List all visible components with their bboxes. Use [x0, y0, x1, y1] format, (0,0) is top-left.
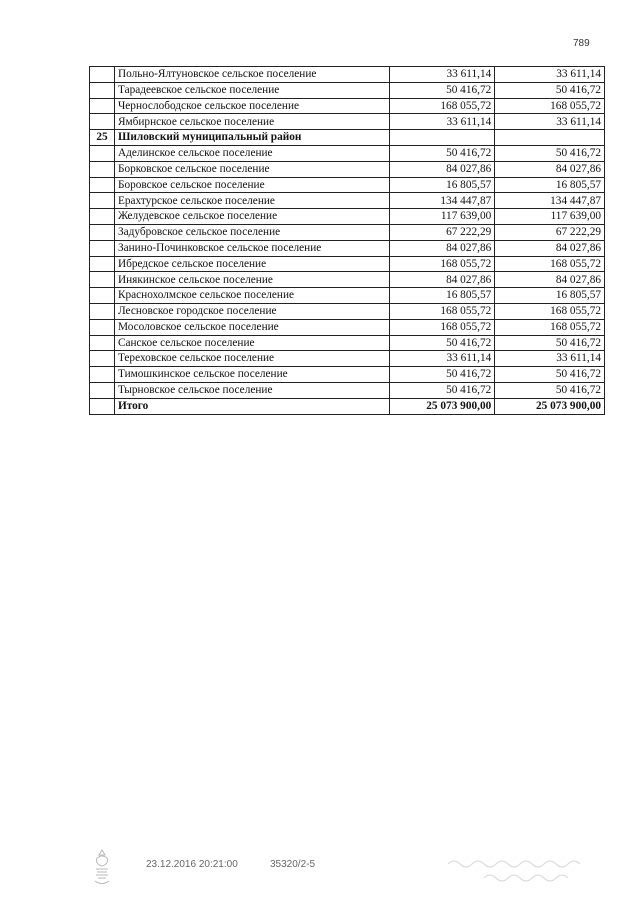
amount-cell-1: 168 055,72 — [390, 319, 495, 335]
table-row — [90, 303, 605, 319]
amount-cell-1: 33 611,14 — [390, 114, 495, 130]
row-number-cell — [90, 398, 115, 414]
footer-datetime: 23.12.2016 20:21:00 — [146, 859, 238, 870]
settlement-name-cell: Инякинское сельское поселение — [114, 272, 390, 288]
table-row — [90, 272, 605, 288]
table-row — [90, 82, 605, 98]
table-row — [90, 67, 605, 83]
row-number-cell — [90, 351, 115, 367]
row-number-cell — [90, 193, 115, 209]
amount-cell-1: 33 611,14 — [390, 67, 495, 83]
settlement-name-cell: Ибредское сельское поселение — [114, 256, 390, 272]
page-number: 789 — [573, 38, 590, 49]
settlement-name-cell: Борковское сельское поселение — [114, 161, 390, 177]
amount-cell-1: 84 027,86 — [390, 272, 495, 288]
row-number-cell: 25 — [90, 130, 115, 146]
footer-doc-number: 35320/2-5 — [270, 859, 316, 870]
amount-cell-1: 117 639,00 — [390, 209, 495, 225]
amount-cell-2: 25 073 900,00 — [495, 398, 605, 414]
settlement-name-cell: Желудевское сельское поселение — [114, 209, 390, 225]
amount-cell-1: 134 447,87 — [390, 193, 495, 209]
row-number-cell — [90, 177, 115, 193]
amount-cell-2: 50 416,72 — [495, 82, 605, 98]
amount-cell-1: 50 416,72 — [390, 367, 495, 383]
amount-cell-1: 25 073 900,00 — [390, 398, 495, 414]
settlement-name-cell: Санское сельское поселение — [114, 335, 390, 351]
allocation-table — [89, 66, 605, 415]
settlement-name-cell: Тырновское сельское поселение — [114, 382, 390, 398]
row-number-cell — [90, 82, 115, 98]
amount-cell-2: 84 027,86 — [495, 272, 605, 288]
amount-cell-1 — [390, 130, 495, 146]
settlement-name-cell: Занино-Починковское сельское поселение — [114, 240, 390, 256]
settlement-name-cell: Аделинское сельское поселение — [114, 145, 390, 161]
amount-cell-2: 168 055,72 — [495, 256, 605, 272]
amount-cell-1: 50 416,72 — [390, 335, 495, 351]
table-row — [90, 335, 605, 351]
table-row — [90, 145, 605, 161]
amount-cell-1: 84 027,86 — [390, 240, 495, 256]
row-number-cell — [90, 335, 115, 351]
amount-cell-2: 134 447,87 — [495, 193, 605, 209]
table-row — [90, 319, 605, 335]
settlement-name-cell: Польно-Ялтуновское сельское поселение — [114, 67, 390, 83]
table-row — [90, 161, 605, 177]
settlement-name-cell: Тарадеевское сельское поселение — [114, 82, 390, 98]
amount-cell-1: 168 055,72 — [390, 303, 495, 319]
settlement-name-cell: Задубровское сельское поселение — [114, 224, 390, 240]
settlement-name-cell: Чернослободское сельское поселение — [114, 98, 390, 114]
row-number-cell — [90, 382, 115, 398]
row-number-cell — [90, 303, 115, 319]
table-body — [90, 67, 605, 415]
table-row — [90, 224, 605, 240]
amount-cell-2: 16 805,57 — [495, 177, 605, 193]
settlement-name-cell: Ямбирнское сельское поселение — [114, 114, 390, 130]
row-number-cell — [90, 114, 115, 130]
row-number-cell — [90, 224, 115, 240]
table-row — [90, 398, 605, 414]
table-row — [90, 130, 605, 146]
settlement-name-cell: Шиловский муниципальный район — [114, 130, 390, 146]
stamp-icon — [92, 848, 112, 888]
table-row — [90, 240, 605, 256]
amount-cell-2 — [495, 130, 605, 146]
amount-cell-2: 33 611,14 — [495, 67, 605, 83]
amount-cell-1: 50 416,72 — [390, 382, 495, 398]
amount-cell-2: 168 055,72 — [495, 98, 605, 114]
row-number-cell — [90, 240, 115, 256]
amount-cell-1: 50 416,72 — [390, 145, 495, 161]
row-number-cell — [90, 145, 115, 161]
amount-cell-1: 168 055,72 — [390, 256, 495, 272]
amount-cell-1: 84 027,86 — [390, 161, 495, 177]
settlement-name-cell: Ерахтурское сельское поселение — [114, 193, 390, 209]
table-row — [90, 367, 605, 383]
row-number-cell — [90, 256, 115, 272]
amount-cell-2: 84 027,86 — [495, 161, 605, 177]
row-number-cell — [90, 209, 115, 225]
row-number-cell — [90, 272, 115, 288]
amount-cell-2: 50 416,72 — [495, 145, 605, 161]
amount-cell-2: 117 639,00 — [495, 209, 605, 225]
table-row — [90, 382, 605, 398]
row-number-cell — [90, 161, 115, 177]
table-row — [90, 177, 605, 193]
row-number-cell — [90, 288, 115, 304]
row-number-cell — [90, 98, 115, 114]
settlement-name-cell: Итого — [114, 398, 390, 414]
settlement-name-cell: Тимошкинское сельское поселение — [114, 367, 390, 383]
settlement-name-cell: Краснохолмское сельское поселение — [114, 288, 390, 304]
amount-cell-2: 50 416,72 — [495, 382, 605, 398]
amount-cell-2: 168 055,72 — [495, 303, 605, 319]
amount-cell-2: 168 055,72 — [495, 319, 605, 335]
amount-cell-1: 16 805,57 — [390, 177, 495, 193]
amount-cell-1: 16 805,57 — [390, 288, 495, 304]
amount-cell-2: 16 805,57 — [495, 288, 605, 304]
table-row — [90, 288, 605, 304]
settlement-name-cell: Тереховское сельское поселение — [114, 351, 390, 367]
watermark-seal — [446, 854, 596, 884]
amount-cell-1: 50 416,72 — [390, 82, 495, 98]
amount-cell-1: 33 611,14 — [390, 351, 495, 367]
table-row — [90, 209, 605, 225]
table-row — [90, 256, 605, 272]
amount-cell-1: 168 055,72 — [390, 98, 495, 114]
amount-cell-2: 84 027,86 — [495, 240, 605, 256]
amount-cell-2: 67 222,29 — [495, 224, 605, 240]
amount-cell-2: 50 416,72 — [495, 335, 605, 351]
row-number-cell — [90, 319, 115, 335]
amount-cell-2: 33 611,14 — [495, 114, 605, 130]
table-row — [90, 193, 605, 209]
amount-cell-1: 67 222,29 — [390, 224, 495, 240]
amount-cell-2: 33 611,14 — [495, 351, 605, 367]
row-number-cell — [90, 367, 115, 383]
settlement-name-cell: Лесновское городское поселение — [114, 303, 390, 319]
table-row — [90, 98, 605, 114]
settlement-name-cell: Мосоловское сельское поселение — [114, 319, 390, 335]
row-number-cell — [90, 67, 115, 83]
table-row — [90, 351, 605, 367]
settlement-name-cell: Боровское сельское поселение — [114, 177, 390, 193]
table-row — [90, 114, 605, 130]
amount-cell-2: 50 416,72 — [495, 367, 605, 383]
